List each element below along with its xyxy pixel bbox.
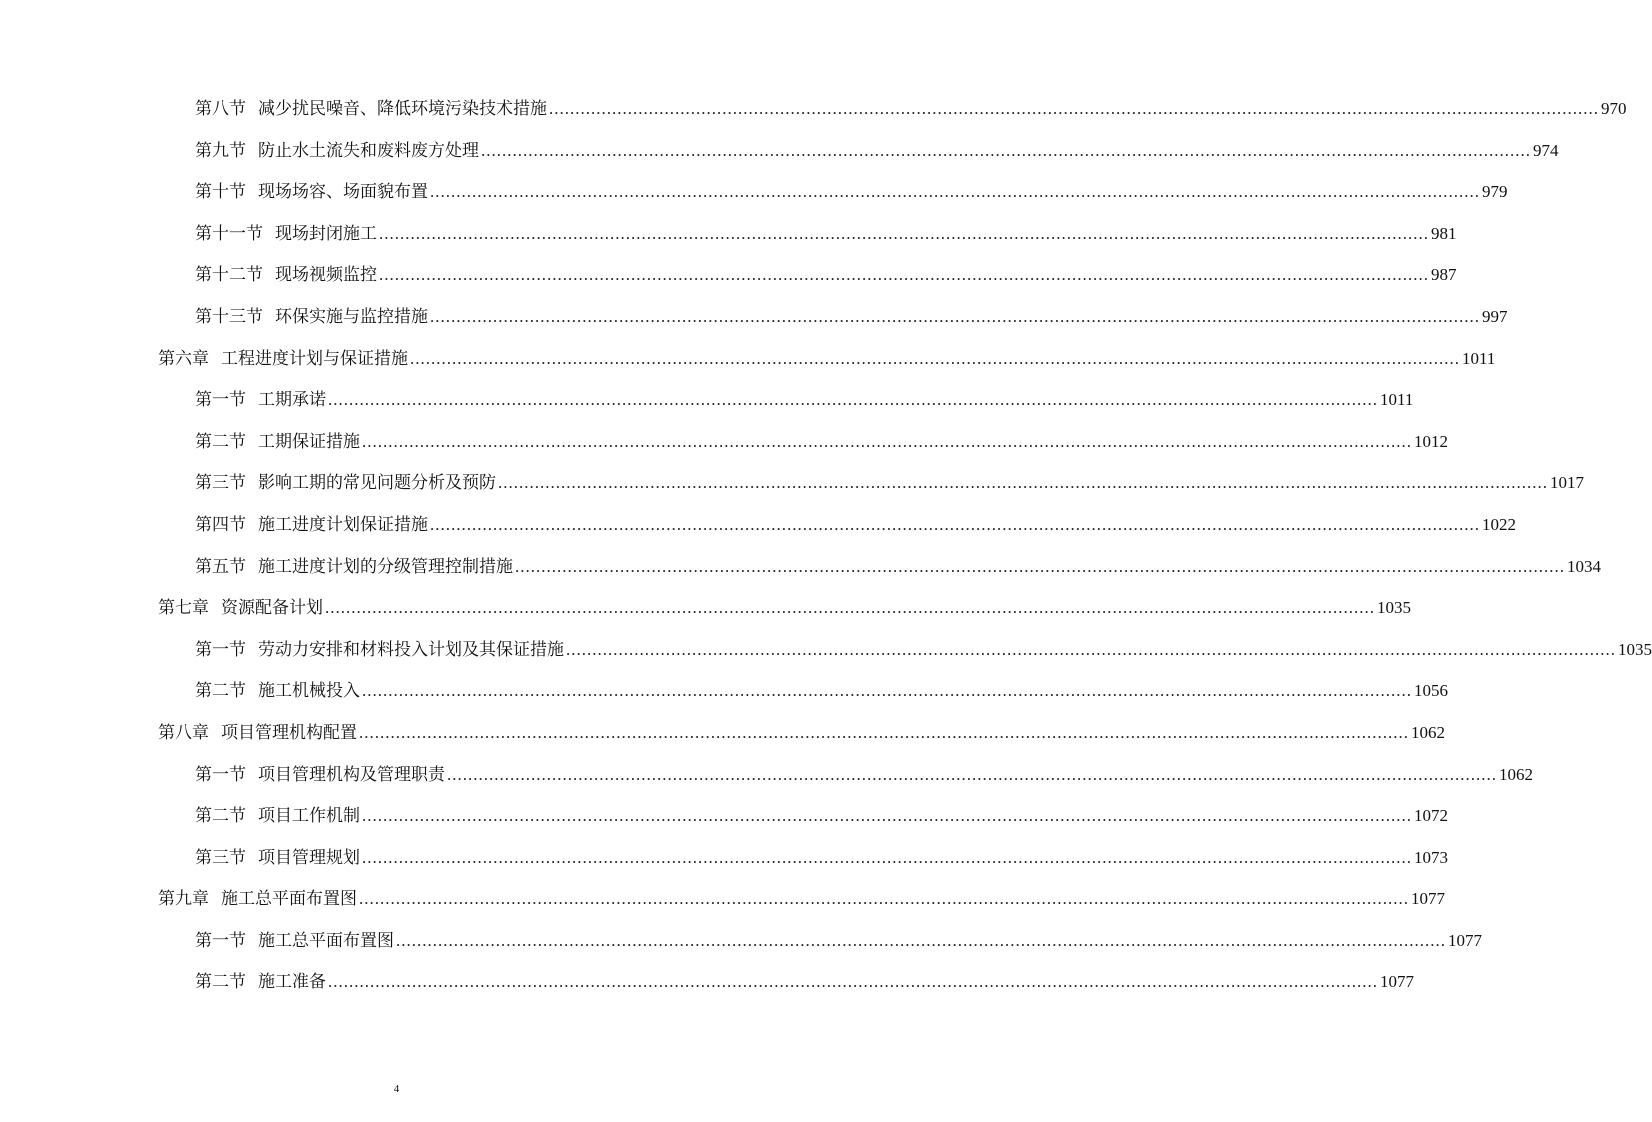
toc-entry-page: 970 bbox=[1601, 99, 1627, 118]
toc-section-entry[interactable] bbox=[0, 546, 1601, 588]
toc-chapter-entry[interactable] bbox=[0, 878, 1445, 920]
toc-entry-number: 第一节 bbox=[195, 639, 246, 660]
toc-dot-leader: ........................................................................................................................................................................................................ bbox=[515, 556, 1565, 576]
toc-dot-leader: ........................................................................................................................................................................................................ bbox=[328, 972, 1378, 992]
toc-entry-title: 现场封闭施工 bbox=[275, 223, 377, 244]
toc-entry-page: 1011 bbox=[1462, 348, 1496, 368]
toc-section-entry[interactable] bbox=[0, 670, 1448, 712]
toc-entry-page: 1056 bbox=[1414, 681, 1448, 701]
toc-dot-leader: ........................................................................................................................................................................................................ bbox=[430, 306, 1480, 326]
toc-dot-leader: ........................................................................................................................................................................................................ bbox=[410, 348, 1460, 368]
toc-entry-title: 施工总平面布置图 bbox=[221, 889, 357, 910]
toc-section-entry[interactable] bbox=[0, 795, 1448, 837]
toc-entry-title: 项目工作机制 bbox=[258, 806, 360, 827]
toc-section-entry[interactable] bbox=[0, 88, 1627, 130]
toc-chapter-entry[interactable] bbox=[0, 587, 1411, 629]
toc-entry-number: 第九章 bbox=[158, 889, 209, 910]
toc-entry-page: 1062 bbox=[1499, 764, 1533, 784]
toc-entry-number: 第十节 bbox=[195, 182, 246, 203]
toc-entry-number: 第三节 bbox=[195, 473, 246, 494]
toc-entry-number: 第八章 bbox=[158, 722, 209, 743]
toc-dot-leader: ........................................................................................................................................................................................................ bbox=[328, 390, 1378, 410]
toc-section-entry[interactable] bbox=[0, 379, 1414, 421]
toc-entry-page: 979 bbox=[1482, 182, 1508, 202]
toc-entry-page: 1073 bbox=[1414, 847, 1448, 867]
toc-entry-number: 第二节 bbox=[195, 681, 246, 702]
toc-entry-title: 施工进度计划保证措施 bbox=[258, 514, 428, 535]
toc-entry-title: 劳动力安排和材料投入计划及其保证措施 bbox=[258, 639, 564, 660]
toc-entry-title: 项目管理机构配置 bbox=[221, 722, 357, 743]
toc-entry-number: 第一节 bbox=[195, 764, 246, 785]
page-number: 4 bbox=[393, 1083, 400, 1095]
toc-entry-page: 997 bbox=[1482, 306, 1508, 326]
toc-entry-page: 1077 bbox=[1380, 972, 1414, 992]
toc-entry-page: 974 bbox=[1533, 140, 1559, 160]
toc-section-entry[interactable] bbox=[0, 171, 1508, 213]
toc-entry-page: 1062 bbox=[1411, 722, 1445, 742]
toc-dot-leader: ........................................................................................................................................................................................................ bbox=[379, 223, 1429, 243]
toc-entry-number: 第三节 bbox=[195, 847, 246, 868]
toc-dot-leader: ........................................................................................................................................................................................................ bbox=[430, 514, 1480, 534]
toc-entry-title: 施工机械投入 bbox=[258, 681, 360, 702]
toc-entry-number: 第十二节 bbox=[195, 265, 263, 286]
toc-section-entry[interactable] bbox=[0, 920, 1482, 962]
toc-entry-title: 工程进度计划与保证措施 bbox=[221, 348, 408, 369]
toc-entry-title: 施工总平面布置图 bbox=[258, 930, 394, 951]
toc-entry-page: 1022 bbox=[1482, 514, 1516, 534]
toc-entry-number: 第八节 bbox=[195, 99, 246, 119]
toc-entry-number: 第十一节 bbox=[195, 223, 263, 244]
toc-section-entry[interactable] bbox=[0, 754, 1533, 796]
toc-entry-title: 施工准备 bbox=[258, 972, 326, 993]
toc-entry-title: 工期保证措施 bbox=[258, 431, 360, 452]
toc-dot-leader: ........................................................................................................................................................................................................ bbox=[362, 847, 1412, 867]
toc-entry-page: 1077 bbox=[1411, 889, 1445, 909]
toc-dot-leader: ........................................................................................................................................................................................................ bbox=[549, 99, 1599, 118]
toc-entry-page: 987 bbox=[1431, 265, 1457, 285]
toc-entry-number: 第九节 bbox=[195, 140, 246, 161]
toc-entry-page: 1017 bbox=[1550, 473, 1584, 493]
toc-section-entry[interactable] bbox=[0, 254, 1457, 296]
toc-section-entry[interactable] bbox=[0, 421, 1448, 463]
toc-chapter-entry[interactable] bbox=[0, 338, 1496, 380]
toc-entry-page: 981 bbox=[1431, 223, 1457, 243]
toc-dot-leader: ........................................................................................................................................................................................................ bbox=[396, 930, 1446, 950]
toc-entry-number: 第六章 bbox=[158, 348, 209, 369]
toc-entry-title: 现场场容、场面貌布置 bbox=[258, 182, 428, 203]
toc-entry-number: 第四节 bbox=[195, 514, 246, 535]
toc-entry-page: 1012 bbox=[1414, 431, 1448, 451]
toc-entry-number: 第五节 bbox=[195, 556, 246, 577]
toc-dot-leader: ........................................................................................................................................................................................................ bbox=[362, 431, 1412, 451]
toc-dot-leader: ........................................................................................................................................................................................................ bbox=[359, 722, 1409, 742]
toc-dot-leader: ........................................................................................................................................................................................................ bbox=[481, 140, 1531, 160]
toc-section-entry[interactable] bbox=[0, 296, 1508, 338]
toc-entry-title: 项目管理规划 bbox=[258, 847, 360, 868]
toc-dot-leader: ........................................................................................................................................................................................................ bbox=[498, 473, 1548, 493]
toc-section-entry[interactable] bbox=[0, 504, 1516, 546]
toc-entry-title: 项目管理机构及管理职责 bbox=[258, 764, 445, 785]
toc-entry-page: 1011 bbox=[1380, 390, 1414, 410]
toc-entry-title: 环保实施与监控措施 bbox=[275, 306, 428, 327]
toc-entry-number: 第一节 bbox=[195, 930, 246, 951]
toc-entry-title: 减少扰民噪音、降低环境污染技术措施 bbox=[258, 99, 547, 119]
toc-dot-leader: ........................................................................................................................................................................................................ bbox=[430, 182, 1480, 202]
toc-entry-title: 现场视频监控 bbox=[275, 265, 377, 286]
toc-entry-title: 防止水土流失和废料废方处理 bbox=[258, 140, 479, 161]
toc-dot-leader: ........................................................................................................................................................................................................ bbox=[359, 889, 1409, 909]
toc-dot-leader: ........................................................................................................................................................................................................ bbox=[379, 265, 1429, 285]
toc-entry-page: 1072 bbox=[1414, 806, 1448, 826]
toc-entry-page: 1035 bbox=[1618, 639, 1652, 659]
toc-entry-number: 第十三节 bbox=[195, 306, 263, 327]
toc-entry-number: 第一节 bbox=[195, 390, 246, 411]
toc-section-entry[interactable] bbox=[0, 961, 1414, 1003]
toc-section-entry[interactable] bbox=[0, 130, 1559, 172]
toc-section-entry[interactable] bbox=[0, 629, 1652, 671]
toc-entry-title: 影响工期的常见问题分析及预防 bbox=[258, 473, 496, 494]
toc-entry-title: 资源配备计划 bbox=[221, 598, 323, 619]
toc-entry-title: 工期承诺 bbox=[258, 390, 326, 411]
toc-chapter-entry[interactable] bbox=[0, 712, 1445, 754]
toc-entry-number: 第二节 bbox=[195, 431, 246, 452]
toc-entry-number: 第七章 bbox=[158, 598, 209, 619]
toc-section-entry[interactable] bbox=[0, 213, 1457, 255]
toc-dot-leader: ........................................................................................................................................................................................................ bbox=[566, 639, 1616, 659]
toc-entry-number: 第二节 bbox=[195, 806, 246, 827]
toc-entry-title: 施工进度计划的分级管理控制措施 bbox=[258, 556, 513, 577]
toc-section-entry[interactable] bbox=[0, 462, 1584, 504]
toc-dot-leader: ........................................................................................................................................................................................................ bbox=[325, 598, 1375, 618]
toc-section-entry[interactable] bbox=[0, 837, 1448, 879]
toc-entry-number: 第二节 bbox=[195, 972, 246, 993]
toc-dot-leader: ........................................................................................................................................................................................................ bbox=[362, 681, 1412, 701]
toc-entry-page: 1035 bbox=[1377, 598, 1411, 618]
toc-dot-leader: ........................................................................................................................................................................................................ bbox=[447, 764, 1497, 784]
toc-dot-leader: ........................................................................................................................................................................................................ bbox=[362, 806, 1412, 826]
table-of-contents bbox=[0, 88, 1652, 1003]
toc-entry-page: 1077 bbox=[1448, 930, 1482, 950]
toc-entry-page: 1034 bbox=[1567, 556, 1601, 576]
